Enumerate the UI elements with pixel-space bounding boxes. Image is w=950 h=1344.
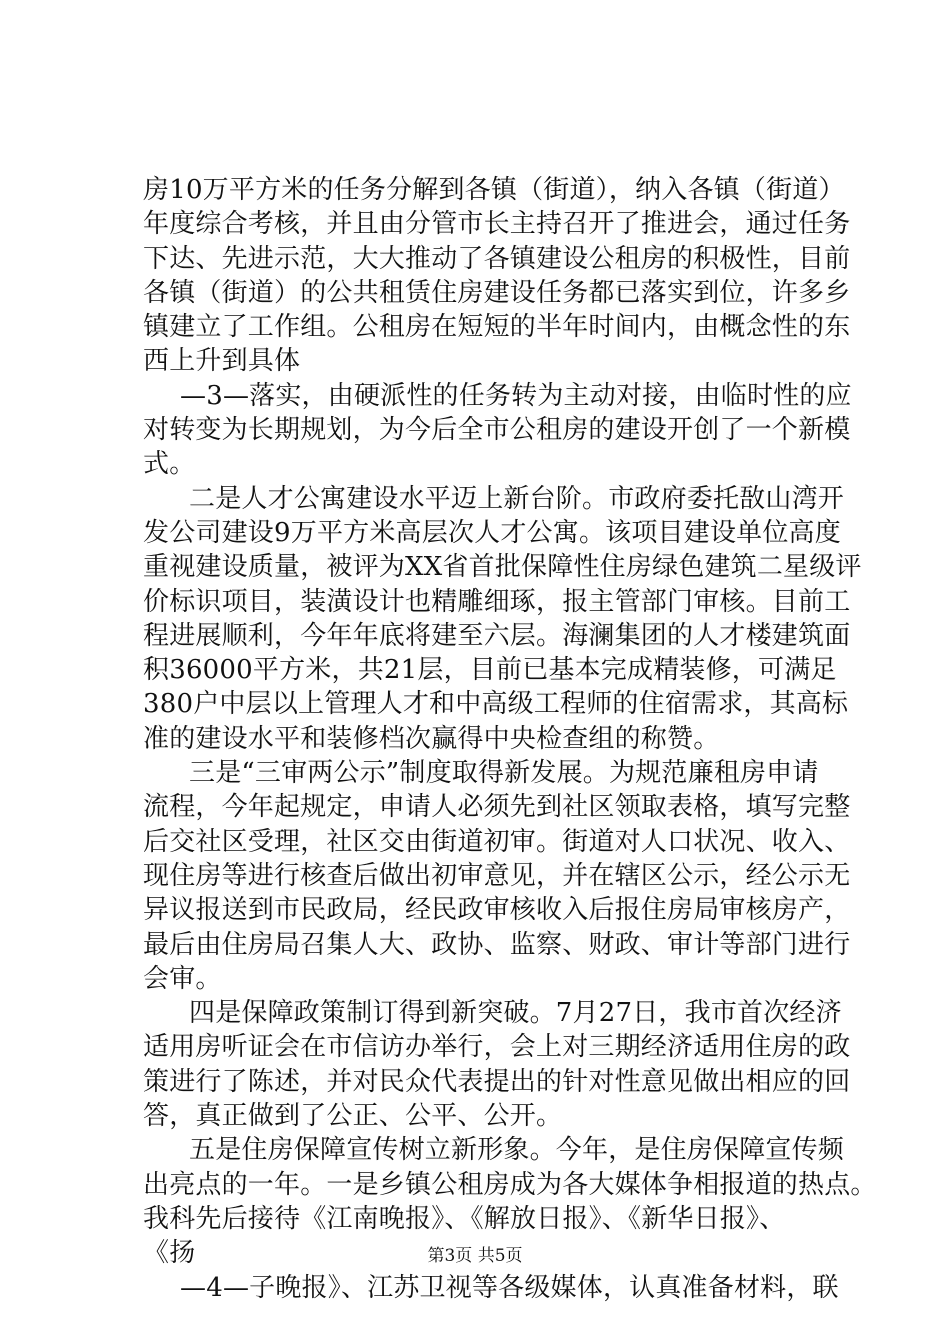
document-body xyxy=(143,173,877,1305)
text-line: 式。 xyxy=(143,449,196,480)
paragraph-start-line: 三是“三审两公示”制度取得新发展。为规范廉租房申请 xyxy=(189,758,819,789)
text-line: 380户中层以上管理人才和中高级工程师的住宿需求，其高标 xyxy=(143,689,849,720)
text-line: 对转变为长期规划，为今后全市公租房的建设开创了一个新模 xyxy=(143,415,851,446)
text-line: 西上升到具体 xyxy=(143,346,301,377)
text-line: 镇建立了工作组。公租房在短短的半年时间内，由概念性的东 xyxy=(143,312,851,343)
text-line: 答，真正做到了公正、公平、公开。 xyxy=(143,1101,563,1132)
text-line: 出亮点的一年。一是乡镇公租房成为各大媒体争相报道的热点。 xyxy=(143,1169,877,1200)
paragraph-start-line: 二是人才公寓建设水平迈上新台阶。市政府委托敔山湾开 xyxy=(189,483,845,514)
text-line: 流程，今年起规定，申请人必须先到社区领取表格，填写完整 xyxy=(143,792,851,823)
text-line: 我科先后接待《江南晚报》、《解放日报》、《新华日报》、 xyxy=(143,1203,786,1234)
text-line: 适用房听证会在市信访办举行，会上对三期经济适用住房的政 xyxy=(143,1032,851,1063)
paragraph-start-line: 五是住房保障宣传树立新形象。今年，是住房保障宣传频 xyxy=(189,1135,845,1166)
text-line: 准的建设水平和装修档次赢得中央检查组的称赞。 xyxy=(143,723,720,754)
text-line: 年度综合考核，并且由分管市长主持召开了推进会，通过任务 xyxy=(143,209,851,240)
text-line: 策进行了陈述，并对民众代表提出的针对性意见做出相应的回 xyxy=(143,1066,851,1097)
text-line: 下达、先进示范，大大推动了各镇建设公租房的积极性，目前 xyxy=(143,243,851,274)
text-line: 积36000平方米，共21层，目前已基本完成精装修，可满足 xyxy=(143,655,837,686)
text-line: 后交社区受理，社区交由街道初审。街道对人口状况、收入、 xyxy=(143,826,851,857)
text-line: 各镇（街道）的公共租赁住房建设任务都已落实到位，许多乡 xyxy=(143,277,851,308)
text-line: 房10万平方米的任务分解到各镇（街道），纳入各镇（街道） xyxy=(143,175,845,205)
paragraph-start-line: 四是保障政策制订得到新突破。7月27日，我市首次经济 xyxy=(189,998,842,1029)
text-line: 程进展顺利，今年年底将建至六层。海澜集团的人才楼建筑面 xyxy=(143,620,851,651)
text-line: 发公司建设9万平方米高层次人才公寓。该项目建设单位高度 xyxy=(143,517,841,548)
page-marker-line: —3—落实，由硬派性的任务转为主动对接，由临时性的应 xyxy=(180,380,852,411)
text-line: 异议报送到市民政局，经民政审核收入后报住房局审核房产， xyxy=(143,895,851,926)
text-line: 价标识项目，装潢设计也精雕细琢，报主管部门审核。目前工 xyxy=(143,586,851,617)
text-line: 会审。 xyxy=(143,963,222,994)
text-line: 重视建设质量，被评为XX省首批保障性住房绿色建筑二星级评 xyxy=(143,552,862,583)
text-line: 最后由住房局召集人大、政协、监察、财政、审计等部门进行 xyxy=(143,929,851,960)
page-marker-line: —4—子晚报》、江苏卫视等各级媒体，认真准备材料，联 xyxy=(180,1272,839,1303)
page-footer: 第3页 共5页 xyxy=(427,1246,523,1266)
text-line: 现住房等进行核查后做出初审意见，并在辖区公示，经公示无 xyxy=(143,860,851,891)
text-line: 《扬 xyxy=(143,1238,196,1269)
